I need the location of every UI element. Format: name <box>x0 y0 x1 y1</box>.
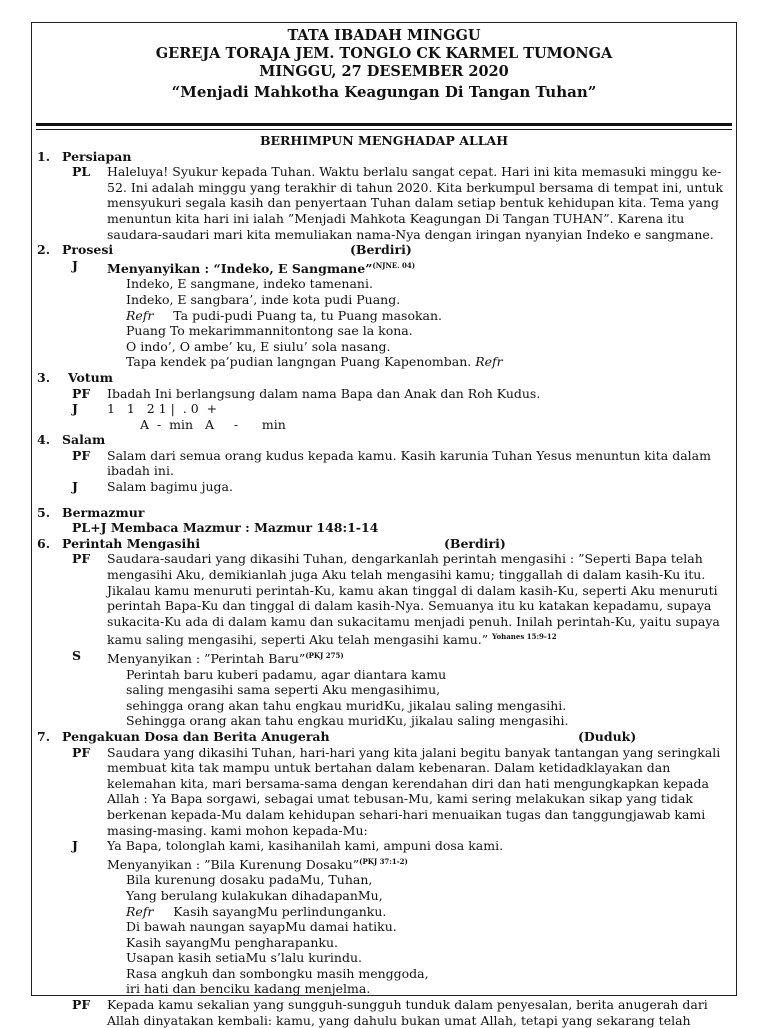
speaker-label: J <box>72 257 78 273</box>
lyric-line: Rasa angkuh dan sombongku masih menggoda, <box>126 965 429 981</box>
posture-label: (Berdiri) <box>350 242 412 258</box>
item-number: 3. <box>37 369 51 385</box>
prosesi-singing <box>32 258 736 277</box>
speaker-label: J <box>72 401 78 417</box>
lyric-line: Di bawah naungan sayapMu damai hatiku. <box>126 919 397 935</box>
music-notation: 1 1 2 1 | . 0 + <box>107 401 218 417</box>
service-theme: “Menjadi Mahkotha Keagungan Di Tangan Tuhan” <box>171 83 597 101</box>
lyric-line: Refr Kasih sayangMu perlindunganku. <box>126 903 387 919</box>
text-line: mensyukuri segala kasih dan penyertaan Tuhan dalam setiap bentuk kehidupan kita. Tema yang <box>107 195 719 211</box>
votum-j <box>32 401 736 417</box>
item-title: Persiapan <box>62 148 132 164</box>
item-votum <box>32 370 736 386</box>
lyric-line: O indo’, O ambe’ ku, E siulu’ sola nasang. <box>126 338 391 354</box>
refrain-marker: Refr <box>475 354 503 370</box>
text-line: Saudara yang dikasihi Tuhan, hari-hari yang kita jalani begitu banyak tantangan yang seringkali <box>107 744 721 760</box>
lyric-line: Puang To mekarimmannitontong sae la kona. <box>126 323 413 339</box>
speaker-label: PL <box>72 164 91 180</box>
song-label: Menyanyikan : “Indeko, E Sangmane” <box>107 260 373 276</box>
singing-line <box>107 648 736 667</box>
text-line: Jikalau kamu menuruti perintah-Ku, kamu akan tinggal di dalam kasih-Ku, seperti Aku menuruti <box>107 582 718 598</box>
text-line: perintah Bapa-Ku dan tinggal di dalam kasih-Nya. Semuanya itu ku katakan kepadamu, supaya <box>107 598 712 614</box>
lyric-line: sehingga orang akan tahu engkau muridKu, jikalau saling mengasihi. <box>126 697 567 713</box>
paragraph <box>107 164 731 242</box>
lyric-line: Sehingga orang akan tahu engkau muridKu, jikalau saling mengasihi. <box>126 713 569 729</box>
speaker-label: PF <box>72 744 91 760</box>
lyric-line: Indeko, E sangmane, indeko tamenani. <box>126 276 373 292</box>
text-line: sukacita-Ku ada di dalam kamu dan sukacitamu menjadi penuh. Inilah perintah-Ku, yaitu supaya <box>107 613 720 629</box>
text-line: membuat kita tak mampu untuk bertahan dalam kebenaran. Dalam ketidadklayakan dan <box>107 760 671 776</box>
votum-pf <box>32 386 736 402</box>
item-perintah-mengasihi <box>32 536 736 552</box>
item-number: 2. <box>37 242 51 258</box>
lyric-line: Indeko, E sangbara’, inde kota pudi Puang. <box>126 291 401 307</box>
paragraph <box>107 551 731 648</box>
lyric-line: Perintah baru kuberi padamu, agar diantara kamu <box>126 666 447 682</box>
item-salam <box>32 432 736 448</box>
item-number: 7. <box>37 728 51 744</box>
speaker-label: PF <box>72 551 91 567</box>
spacer <box>32 495 736 505</box>
singing-line <box>107 854 736 873</box>
salam-pf <box>32 448 736 479</box>
document-header <box>32 27 736 101</box>
pengakuan-j <box>32 838 736 854</box>
service-date: MINGGU, 27 DESEMBER 2020 <box>259 63 509 80</box>
refrain-marker: Refr <box>126 307 154 323</box>
perintah-singing <box>32 648 736 667</box>
persiapan-pl <box>32 164 736 242</box>
section-heading: BERHIMPUN MENGHADAP ALLAH <box>259 133 509 148</box>
text-line: 52. Ini adalah minggu yang terakhir di tahun 2020. Kita berkumpul bersama di tempat ini, untuk <box>107 179 724 195</box>
item-title: Bermazmur <box>62 504 145 520</box>
salam-j <box>32 479 736 495</box>
paragraph <box>107 448 731 479</box>
psalm-reading: PL+J Membaca Mazmur : Mazmur 148:1-14 <box>72 520 379 536</box>
lyric-line: Refr Ta pudi-pudi Puang ta, tu Puang masokan. <box>126 307 443 323</box>
text-line: kelemahan kita, mari bersama-sama dengan kerendahan diri dan hati mengungkapkan kepada <box>107 775 709 791</box>
text-line: Salam dari semua orang kudus kepada kamu. Kasih karunia Tuhan Yesus menuntun kita dalam <box>107 447 711 463</box>
lyric-line: Usapan kasih setiaMu s’lalu kurindu. <box>126 950 362 966</box>
speaker-label: J <box>72 838 78 854</box>
item-title: Pengakuan Dosa dan Berita Anugerah <box>62 728 330 744</box>
lyric-line: Tapa kendek pa’pudian langngan Puang Kapenomban. Refr <box>126 354 503 370</box>
posture-label: (Duduk) <box>578 728 637 744</box>
refrain-marker: Refr <box>126 903 154 919</box>
song-lyrics <box>126 667 736 729</box>
liturgy-content <box>32 133 736 1028</box>
item-number: 1. <box>37 148 51 164</box>
text-line: mengasihi Aku, demikianlah juga Aku telah mengasihi kamu; tinggallah di dalam kasih-Ku itu. <box>107 567 706 583</box>
church-name: GEREJA TORAJA JEM. TONGLO CK KARMEL TUMONGA <box>155 45 613 62</box>
item-bermazmur <box>32 505 736 521</box>
text-line: Allah dinyatakan kembali: kamu, yang dahulu bukan umat Allah, tetapi yang sekarang telah <box>107 1012 691 1028</box>
item-number: 5. <box>37 504 51 520</box>
lyric-line: Kasih sayangMu pengharapanku. <box>126 934 338 950</box>
text-line: kamu saling mengasihi, seperti Aku telah mengasihi kamu.” $^{Yohanes 15:9-12}$ <box>107 632 557 648</box>
text-line: menuntun kita hari ini ialah ”Menjadi Mahkota Keagungan Di Tangan TUHAN”. Karena itu <box>107 210 685 226</box>
paragraph <box>107 997 731 1028</box>
page-frame <box>31 22 737 1028</box>
speaker-label: PF <box>72 997 91 1013</box>
speaker-label: PF <box>72 447 91 463</box>
paragraph <box>107 745 731 839</box>
item-pengakuan-dosa <box>32 729 736 745</box>
song-lyrics <box>126 276 736 370</box>
item-title: Salam <box>62 432 106 448</box>
lyric-line: saling mengasihi sama seperti Aku mengasihimu, <box>126 682 441 698</box>
paragraph: Salam bagimu juga. <box>107 479 233 495</box>
speaker-label: S <box>72 648 82 663</box>
posture-label: (Berdiri) <box>444 535 506 551</box>
lyric-line: Bila kurenung dosaku padaMu, Tuhan, <box>126 872 373 888</box>
amen-lyrics: A - min A - min <box>140 416 286 432</box>
item-persiapan <box>32 149 736 165</box>
text-line: masing-masing. kami mohon kepada-Mu: <box>107 822 368 838</box>
song-label: Menyanyikan : ”Perintah Baru” <box>107 651 306 666</box>
perintah-pf <box>32 551 736 648</box>
document-title: TATA IBADAH MINGGU <box>287 27 481 44</box>
header-divider-thin <box>36 129 732 130</box>
pengakuan-pf <box>32 745 736 839</box>
verse-reference: Yohanes 15:9-12 <box>492 632 557 642</box>
song-reference: (PKJ 37:1-2) <box>359 856 408 866</box>
song-label: Menyanyikan : ”Bila Kurenung Dosaku” <box>107 856 360 872</box>
item-title: Votum <box>68 369 113 385</box>
paragraph: Ya Bapa, tolonglah kami, kasihanilah kami, ampuni dosa kami. <box>107 838 504 854</box>
song-lyrics <box>126 872 736 997</box>
text-line: saudara-saudari mari kita memuliakan nama-Nya dengan iringan nyanyian Indeko e sangmane. <box>107 226 714 242</box>
song-reference: (NJNE. 04) <box>372 260 416 270</box>
header-divider-thick <box>36 123 732 126</box>
song-reference: (PKJ 275) <box>305 651 344 660</box>
item-title: Prosesi <box>62 242 114 258</box>
lyric-line: Yang berulang kulakukan dihadapanMu, <box>126 887 383 903</box>
text-line: Allah : Ya Bapa sorgawi, sebagai umat tebusan-Mu, kami sering melakukan sikap yang tidak <box>107 791 693 807</box>
item-title: Perintah Mengasihi <box>62 535 201 551</box>
text-line: Kepada kamu sekalian yang sungguh-sungguh tunduk dalam penyesalan, berita anugerah dari <box>107 997 708 1013</box>
item-number: 6. <box>37 535 51 551</box>
speaker-label: PF <box>72 385 91 401</box>
text-line: ibadah ini. <box>107 463 174 479</box>
text-line: berkenan kepada-Mu dalam kehidupan sehari-hari menuaikan tugas dan tanggungjawab kami <box>107 806 706 822</box>
singing-line <box>107 258 736 277</box>
item-prosesi <box>32 242 736 258</box>
speaker-label: J <box>72 479 78 495</box>
paragraph: Ibadah Ini berlangsung dalam nama Bapa dan Anak dan Roh Kudus. <box>107 385 541 401</box>
text-line: Saudara-saudari yang dikasihi Tuhan, dengarkanlah perintah mengasihi : ”Seperti Bapa telah <box>107 551 703 567</box>
text-line: Haleluya! Syukur kepada Tuhan. Waktu berlalu sangat cepat. Hari ini kita memasuki minggu ke- <box>107 164 722 180</box>
lyric-line: iri hati dan benciku kadang menjelma. <box>126 981 371 997</box>
anugerah-pf <box>32 997 736 1028</box>
item-number: 4. <box>37 432 51 448</box>
